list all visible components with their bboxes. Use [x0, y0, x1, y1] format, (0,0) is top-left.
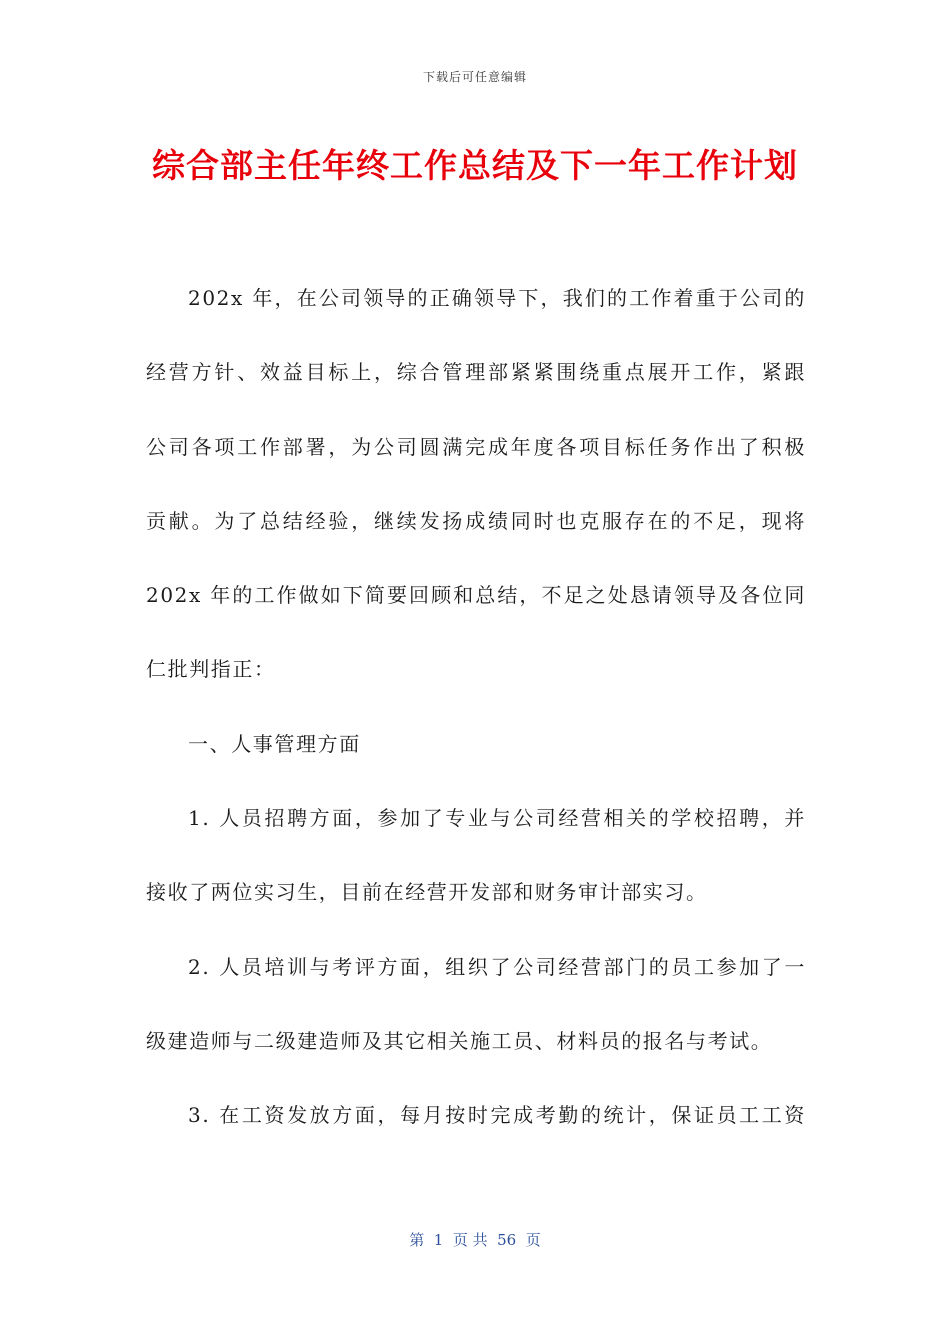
paragraph-line: 接收了两位实习生，目前在经营开发部和财务审计部实习。	[146, 880, 708, 905]
paragraph-line: 经营方针、效益目标上，综合管理部紧紧围绕重点展开工作，紧跟	[146, 360, 806, 385]
page-number-footer: 第 1 页 共 56 页	[409, 1231, 541, 1249]
paragraph-line: 贡献。为了总结经验，继续发扬成绩同时也克服存在的不足，现将	[146, 508, 806, 533]
paragraph-line: 2. 人员培训与考评方面，组织了公司经营部门的员工参加了一	[188, 954, 806, 979]
paragraph-line: 3. 在工资发放方面，每月按时完成考勤的统计，保证员工工资	[188, 1103, 806, 1128]
paragraph-line: 1. 人员招聘方面，参加了专业与公司经营相关的学校招聘，并	[188, 806, 806, 831]
paragraph-line: 仁批判指正：	[146, 657, 276, 682]
paragraph-line: 202x 年，在公司领导的正确领导下，我们的工作着重于公司的	[188, 286, 806, 310]
paragraph-line: 公司各项工作部署，为公司圆满完成年度各项目标任务作出了积极	[146, 434, 806, 459]
header-note: 下载后可任意编辑	[422, 70, 527, 84]
document-title: 综合部主任年终工作总结及下一年工作计划	[152, 146, 798, 185]
section-heading: 一、人事管理方面	[188, 731, 361, 756]
document-body	[146, 278, 806, 1170]
paragraph-line: 202x 年的工作做如下简要回顾和总结，不足之处恳请领导及各位同	[146, 583, 806, 608]
paragraph-line: 级建造师与二级建造师及其它相关施工员、材料员的报名与考试。	[146, 1028, 773, 1053]
